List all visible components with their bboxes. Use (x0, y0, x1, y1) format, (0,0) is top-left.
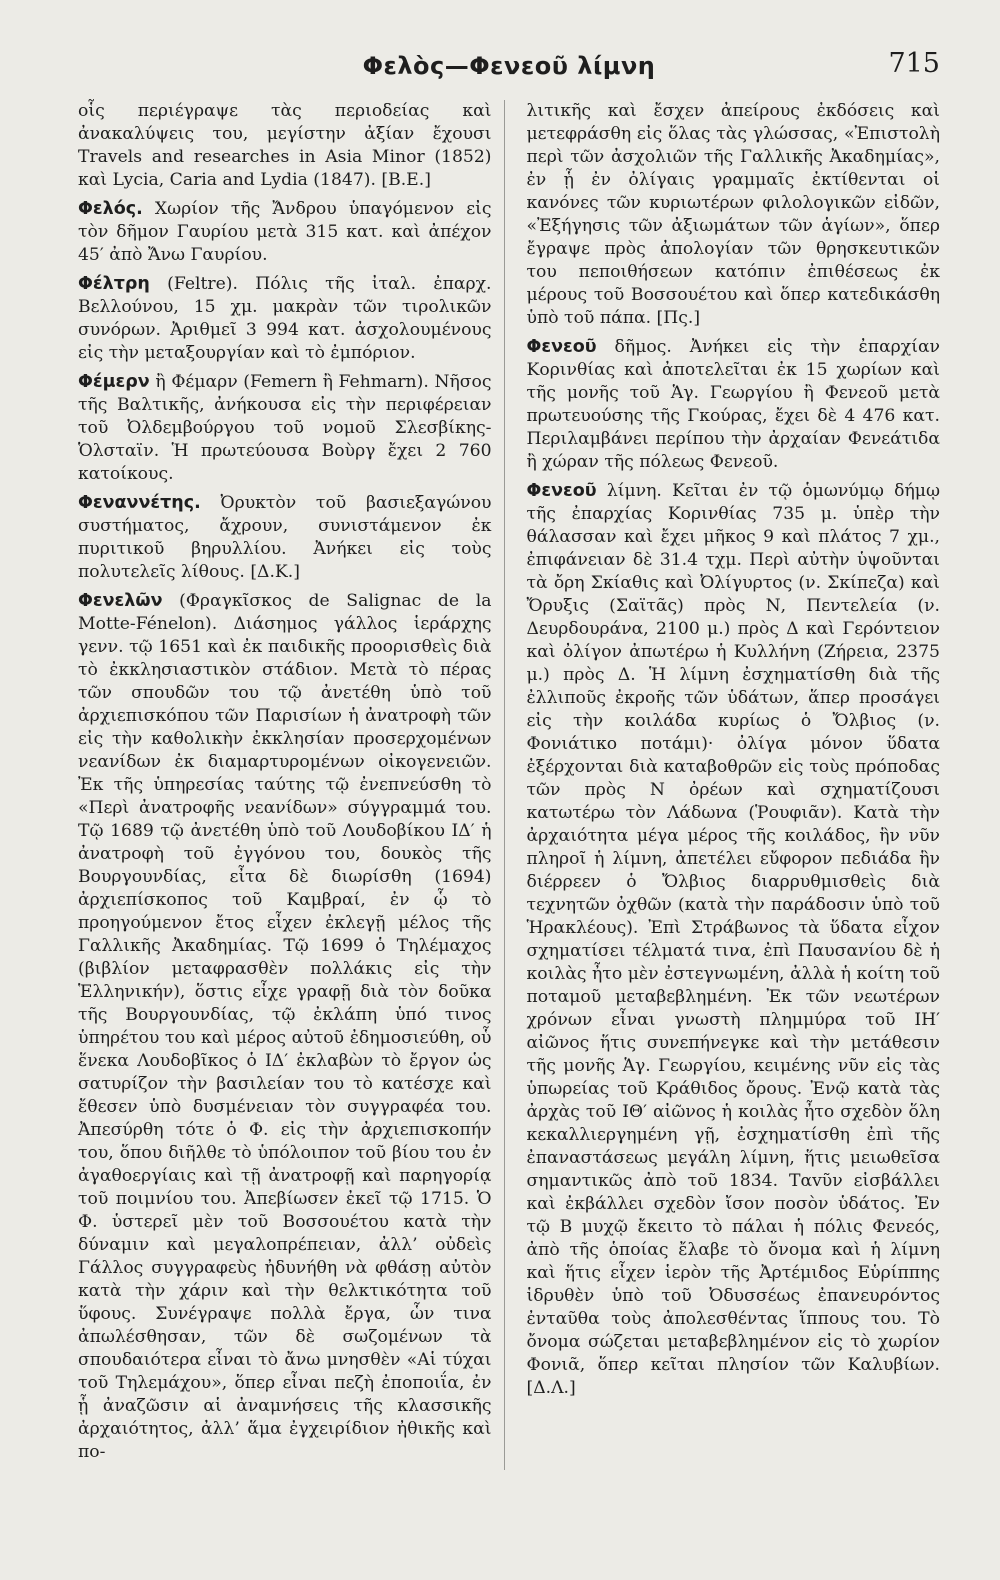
entry-text: λιτικῆς καὶ ἔσχεν ἀπείρους ἐκδόσεις καὶ μετεφράσθη εἰς ὅλας τὰς γλώσσας, «Ἐπιστολὴ περὶ τῶν ἀσχολιῶν τῆς Γαλλικῆς Ἀκαδημίας», ἐν ᾗ ἐν ὀλίγαις γραμμαῖς ἐκτίθενται οἱ κανόνες τῶν κυριωτέρων φιλολογικῶν εἰδῶν, «Ἐξήγησις τῶν ἀξιωμάτων τῶν ἁγίων», ὅπερ ἔγραψε πρὸς ἀπολογίαν τῶν θρησκευτικῶν του πεποιθήσεων κατόπιν ἐπιθέσεως ἐκ μέρους τοῦ Βοσσουέτου καὶ ὅπερ κατεδικάσθη ὑπὸ τοῦ πάπα. [Πς.] (526, 101, 940, 328)
entry-text: (Feltre). Πόλις τῆς ἰταλ. ἐπαρχ. Βελλούνου, 15 χμ. μακρὰν τῶν τιρολικῶν συνόρων. Ἀριθμεῖ 3 994 κατ. ἀσχολουμένους εἰς τὴν μεταξουργίαν καὶ τὸ ἐμπόριον. (78, 274, 492, 363)
entry-felos (78, 198, 492, 267)
entry-headword: Φενεοῦ (526, 481, 597, 501)
entry-continuation (78, 100, 492, 192)
entry-feneos-demos (527, 336, 941, 474)
entry-headword: Φέμερν (78, 372, 150, 392)
entry-text: Ὀρυκτὸν τοῦ βασιεξαγώνου συστήματος, ἄχρουν, συνιστάμενον ἐκ πυριτικοῦ βηρυλλίου. Ἀνήκει εἰς τοὺς πολυτελεῖς λίθους. [Δ.Κ.] (78, 493, 492, 582)
entry-text: λίμνη. Κεῖται ἐν τῷ ὁμωνύμῳ δήμῳ τῆς ἐπαρχίας Κορινθίας 735 μ. ὑπὲρ τὴν θάλασσαν καὶ ἔχει μῆκος 9 καὶ πλάτος 7 χμ., ἐπιφάνειαν δὲ 31.4 τχμ. Περὶ αὐτὴν ὑψοῦνται τὰ ὄρη Σκίαθις καὶ Ὀλίγυρτος (ν. Σκίπεζα) καὶ Ὄρυξις (Σαϊτᾶς) πρὸς Ν, Πεντελεία (ν. Δευρδουράνα, 2100 μ.) πρὸς Δ καὶ Γερόντειον καὶ ὀλίγον ἀπωτέρω ἡ Κυλλήνη (Ζήρεια, 2375 μ.) πρὸς Δ. Ἡ λίμνη ἐσχηματίσθη διὰ τῆς ἐλλιποῦς ἐκροῆς τῶν ὑδάτων, ἅπερ προσάγει εἰς τὴν κοιλάδα κυρίως ὁ Ὄλβιος (ν. Φονιάτικο ποτάμι)· ὀλίγα μόνον ὕδατα ἐξέρχονται διὰ καταβοθρῶν εἰς τοὺς πρόποδας τῶν πρὸς Ν ὀρέων καὶ σχηματίζουσι κατωτέρω τὸν Λάδωνα (Ῥουφιᾶν). Κατὰ τὴν ἀρχαιότητα μέγα μέρος τῆς κοιλάδος, ἣν νῦν πληροῖ ἡ λίμνη, ἀπετέλει εὔφορον πεδιάδα ἣν διέρρεεν ὁ Ὄλβιος διαρρυθμισθεὶς διὰ τεχνητῶν ὀχθῶν (κατὰ τὴν παράδοσιν ὑπὸ τοῦ Ἡρακλέους). Ἐπὶ Στράβωνος τὰ ὕδατα εἶχον σχηματίσει τέλματά τινα, ἐπὶ Παυσανίου δὲ ἡ κοιλὰς ἦτο μὲν ἐστεγνωμένη, ἀλλὰ ἡ κοίτη τοῦ ποταμοῦ μεταβεβλημένη. Ἐκ τῶν νεωτέρων χρόνων εἶναι γνωστὴ πλημμύρα τοῦ ΙΗ′ αἰῶνος ἥτις συνεπήνεγκε καὶ τὴν μετάθεσιν τῆς μονῆς Ἁγ. Γεωργίου, κειμένης νῦν εἰς τὰς ὑπωρείας τοῦ Κράθιδος ὄρους. Ἐνῷ κατὰ τὰς ἀρχὰς τοῦ ΙΘ′ αἰῶνος ἡ κοιλὰς ἦτο σχεδὸν ὅλη κεκαλλιεργημένη γῇ, ἐσχηματίσθη ἐπὶ τῆς ἐπαναστάσεως μεγάλη λίμνη, ἥτις μειωθεῖσα σημαντικῶς ἀπὸ τοῦ 1834. Ταvῦν εἰσβάλλει καὶ ἐκβάλλει σχεδὸν ἴσον ποσὸν ὑδάτος. Ἐν τῷ Β μυχῷ ἔκειτο τὸ πάλαι ἡ πόλις Φενεός, ἀπὸ τῆς ὁποίας ἔλαβε τὸ ὄνομα καὶ ἡ λίμνη καὶ ἥτις εἶχεν ἱερὸν τῆς Ἀρτέμιδος Εὑρίππης ἱδρυθὲν ὑπὸ τοῦ Ὀδυσσέως ἐπανευρόντος ἐνταῦθα τοὺς ἀπολεσθέντας ἵππους του. Τὸ ὄνομα σώζεται μεταβεβλημένον εἰς τὸ χωρίον Φονιᾶ, ὅπερ κεῖται πλησίον τῶν Καλυβίων. [Δ.Λ.] (526, 481, 940, 1398)
entry-headword: Φέλτρη (78, 274, 150, 294)
entry-text: Χωρίον τῆς Ἄνδρου ὑπαγόμενον εἰς τὸν δῆμον Γαυρίου μετὰ 315 κατ. καὶ ἀπέχον 45′ ἀπὸ Ἄνω Γαυρίου. (78, 199, 492, 265)
entry-text: δῆμος. Ἀνήκει εἰς τὴν ἐπαρχίαν Κορινθίας καὶ ἀποτελεῖται ἐκ 15 χωρίων καὶ τῆς μονῆς τοῦ Ἁγ. Γεωργίου ἢ Φενεοῦ μετὰ πρωτευούσης τῆς Γκούρας, ἔχει δὲ 4 476 κατ. Περιλαμβάνει περίπου τὴν ἀρχαίαν Φενεάτιδα ἢ χώραν τῆς πόλεως Φενεοῦ. (526, 337, 940, 472)
entry-text: ἢ Φέμαρν (Femern ἢ Fehmarn). Νῆσος τῆς Βαλτικῆς, ἀνήκουσα εἰς τὴν περιφέρειαν τοῦ Ὀλδεμβούργου τοῦ νομοῦ Σλεσβίκης-Ὁλσταϊν. Ἡ πρωτεύουσα Βοὺργ ἔχει 2 760 κατοίκους. (78, 372, 492, 484)
entry-headword: Φεναννέτης. (78, 493, 201, 513)
entry-text: (Φραγκῖσκος de Salignac de la Motte-Fénelon). Διάσημος γάλλος ἱεράρχης γενν. τῷ 1651 καὶ ἐκ παιδικῆς προορισθεὶς διὰ τὸ ἐκκλησιαστικὸν στάδιον. Μετὰ τὸ πέρας τῶν σπουδῶν του τῷ ἀνετέθη ὑπὸ τοῦ ἀρχιεπισκόπου τῶν Παρισίων ἡ ἀνατροφὴ τῶν εἰς τὴν καθολικὴν ἐκκλησίαν προσερχομένων νεανίδων ἐκ διαμαρτυρομένων οἰκογενειῶν. Ἐκ τῆς ὑπηρεσίας ταύτης τῷ ἐνεπνεύσθη τὸ «Περὶ ἀνατροφῆς νεανίδων» σύγγραμμά του. Τῷ 1689 τῷ ἀνετέθη ὑπὸ τοῦ Λουδοβίκου ΙΔ′ ἡ ἀνατροφὴ τοῦ ἐγγόνου του, δουκὸς τῆς Βουργουνδίας, εἶτα δὲ διωρίσθη (1694) ἀρχιεπίσκοπος τοῦ Καμβραί, ἐν ᾧ τὸ προηγούμενον ἔτος εἶχεν ἐκλεγῇ μέλος τῆς Γαλλικῆς Ἀκαδημίας. Τῷ 1699 ὁ Τηλέμαχος (βιβλίον μεταφρασθὲν πολλάκις εἰς τὴν Ἑλληνικήν), ὅστις εἶχε γραφῇ διὰ τὸν δοῦκα τῆς Βουργουνδίας, τῷ ἐκλάπη ὑπό τινος ὑπηρέτου του καὶ μέρος αὐτοῦ ἐδημοσιεύθη, οὗ ἕνεκα Λουδοβῖκος ὁ ΙΔ′ ἐκλαβὼν τὸ ἔργον ὡς σατυρίζον τὴν βασιλείαν του τὸ κατέσχε καὶ ἔθεσεν ὑπὸ δυσμένειαν τὸν συγγραφέα του. Ἀπεσύρθη τότε ὁ Φ. εἰς τὴν ἀρχιεπισκοπήν του, ὅπου διῆλθε τὸ ὑπόλοιπον τοῦ βίου του ἐν ἀγαθοεργίαις καὶ τῇ ἀνατροφῇ καὶ παρηγορίᾳ τοῦ ποιμνίου του. Ἀπεβίωσεν ἐκεῖ τῷ 1715. Ὁ Φ. ὑστερεῖ μὲν τοῦ Βοσσουέτου κατὰ τὴν δύναμιν καὶ μεγαλοπρέπειαν, ἀλλ’ οὐδεὶς Γάλλος συγγραφεὺς ἠδυνήθη νὰ φθάσῃ αὐτὸν κατὰ τὴν χάριν καὶ τὴν θελκτικότητα τοῦ ὕφους. Συνέγραψε πολλὰ ἔργα, ὧν τινα ἀπωλέσθησαν, τῶν δὲ σωζομένων τὰ σπουδαιότερα εἶναι τὸ ἄνω μνησθὲν «Αἱ τύχαι τοῦ Τηλεμάχου», ὅπερ εἶναι πεζὴ ἐποποιΐα, ἐν ᾗ ἀναζῶσιν αἱ ἀναμνήσεις τῆς κλασσικῆς ἀρχαιότητος, ἀλλ’ ἅμα ἐγχειρίδιον ἠθικῆς καὶ πο- (78, 591, 492, 1462)
entry-feltre (78, 273, 492, 365)
page-number: 715 (888, 48, 940, 79)
entry-femern (78, 371, 492, 486)
entry-phenakite (78, 492, 492, 584)
entry-headword: Φελός. (78, 199, 143, 219)
entry-continuation (527, 100, 941, 330)
entry-text: οἷς περιέγραψε τὰς περιοδείας καὶ ἀνακαλύψεις του, μεγίστην ἀξίαν ἔχουσι Travels and researches in Asia Minor (1852) καὶ Lycia, Caria and Lydia (1847). [Β.Ε.] (78, 101, 492, 190)
running-header (78, 44, 940, 92)
entry-headword: Φενεοῦ (526, 337, 597, 357)
entry-headword: Φενελῶν (78, 591, 163, 611)
entry-feneos-limni (527, 480, 941, 1400)
left-column (78, 100, 505, 1470)
text-columns (78, 100, 940, 1470)
entry-fenelon (78, 590, 492, 1464)
page-title: Φελὸς—Φενεοῦ λίμνη (362, 52, 656, 80)
right-column (527, 100, 941, 1470)
